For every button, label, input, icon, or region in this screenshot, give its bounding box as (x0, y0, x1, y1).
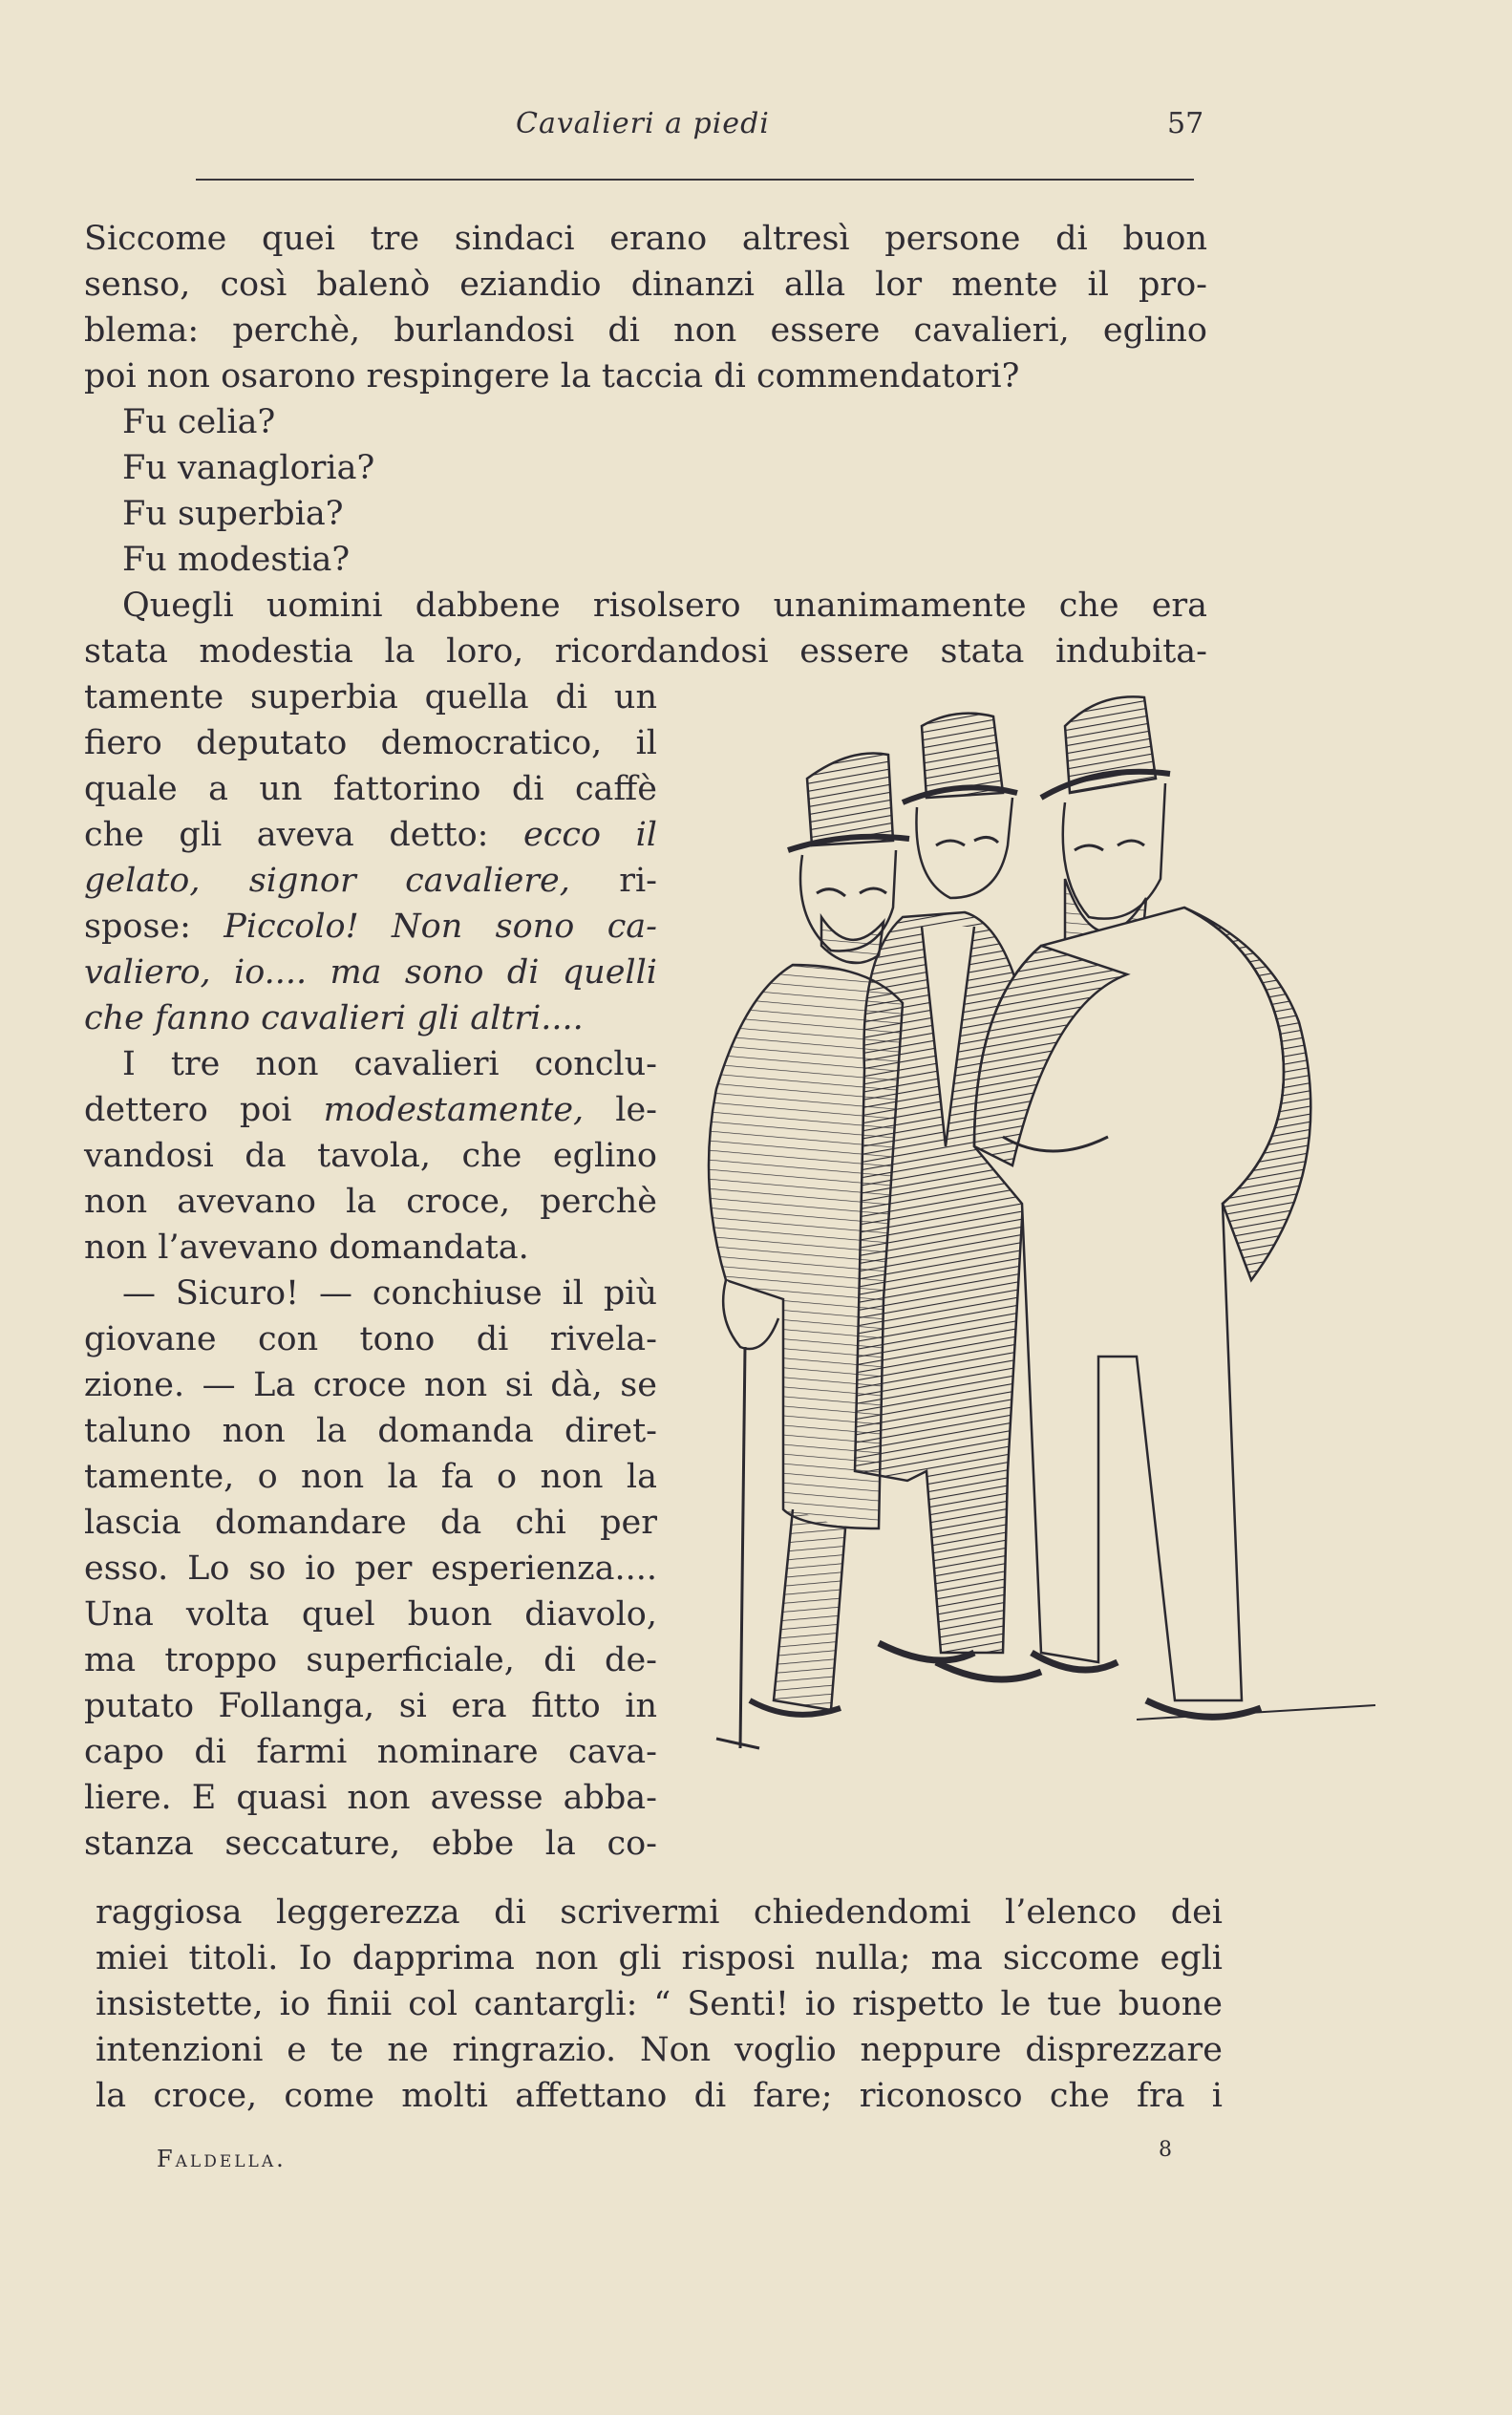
text-line: taluno non la domanda diret- (84, 1412, 657, 1450)
text-line: — Sicuro! — conchiuse il più (122, 1274, 657, 1313)
italic-span: Piccolo! Non sono ca- (224, 908, 657, 946)
header-rule (196, 179, 1194, 181)
text-line: esso. Lo so io per esperienza.... (84, 1549, 657, 1588)
text-line: ma troppo superficiale, di de- (84, 1641, 657, 1679)
page-number: 57 (1167, 107, 1204, 140)
text-line (84, 858, 657, 904)
text-span: che gli aveva detto: (84, 816, 489, 854)
text-line: fiero deputato democratico, il (84, 724, 657, 762)
text-line: Fu superbia? (122, 495, 344, 533)
text-line (84, 1087, 657, 1133)
text-line: non avevano la croce, perchè (84, 1183, 657, 1221)
text-line: insistette, io finii col cantargli: “ Senti! io rispetto le tue buone (96, 1985, 1223, 2023)
text-line: miei titoli. Io dapprima non gli risposi nulla; ma siccome egli (96, 1939, 1223, 1977)
text-line: capo di farmi nominare cava- (84, 1733, 657, 1771)
text-line (84, 995, 584, 1041)
text-line: lascia domandare da chi per (84, 1504, 657, 1542)
text-line: tamente superbia quella di un (84, 678, 657, 716)
italic-span: ecco il (523, 816, 657, 854)
text-line: putato Follanga, si era fitto in (84, 1687, 657, 1725)
three-gentlemen-illustration (688, 688, 1404, 1863)
text-span: spose: (84, 908, 191, 946)
gathering-signature: 8 (1159, 2138, 1172, 2162)
italic-span: gelato, signor cavaliere, (84, 862, 570, 900)
text-span: dettero poi (84, 1091, 292, 1129)
text-line: Fu vanagloria? (122, 449, 375, 487)
text-line: I tre non cavalieri conclu- (122, 1045, 657, 1083)
author-signature: Faldella. (157, 2146, 287, 2172)
text-line (84, 950, 657, 995)
text-line: non l’avevano domandata. (84, 1229, 529, 1267)
text-line: stata modestia la loro, ricordandosi essere stata indubita- (84, 632, 1207, 671)
text-line: zione. — La croce non si dà, se (84, 1366, 657, 1404)
text-line (84, 904, 657, 950)
text-line: quale a un fattorino di caffè (84, 770, 657, 808)
text-line: la croce, come molti affettano di fare; riconosco che fra i (96, 2077, 1223, 2115)
running-title: Cavalieri a piedi (516, 107, 770, 140)
page-header (0, 107, 1512, 145)
text-line: senso, così balenò eziandio dinanzi alla lor mente il pro- (84, 266, 1207, 304)
text-span: ri- (619, 862, 657, 900)
text-line: Quegli uomini dabbene risolsero unanimamente che era (122, 587, 1207, 625)
text-line (84, 812, 657, 858)
text-line: Fu modestia? (122, 541, 351, 579)
text-line: tamente, o non la fa o non la (84, 1458, 657, 1496)
italic-span: che fanno cavalieri gli altri.... (84, 999, 584, 1037)
text-line: stanza seccature, ebbe la co- (84, 1825, 657, 1863)
text-span: le- (615, 1091, 657, 1129)
text-line: liere. E quasi non avesse abba- (84, 1779, 657, 1817)
right-gentleman (974, 696, 1375, 1720)
text-line: giovane con tono di rivela- (84, 1320, 657, 1358)
text-line: intenzioni e te ne ringrazio. Non voglio neppure disprezzare (96, 2031, 1223, 2069)
italic-span: valiero, io.... ma sono di quelli (84, 953, 657, 992)
text-line: Una volta quel buon diavolo, (84, 1595, 657, 1634)
text-line: Siccome quei tre sindaci erano altresì persone di buon (84, 220, 1207, 258)
text-line: vandosi da tavola, che eglino (84, 1137, 657, 1175)
text-line: raggiosa leggerezza di scrivermi chiedendomi l’elenco dei (96, 1893, 1223, 1932)
text-line: blema: perchè, burlandosi di non essere cavalieri, eglino (84, 311, 1207, 350)
italic-span: modestamente, (323, 1091, 585, 1129)
text-line: poi non osarono respingere la taccia di commendatori? (84, 357, 1020, 395)
text-line: Fu celia? (122, 403, 276, 441)
